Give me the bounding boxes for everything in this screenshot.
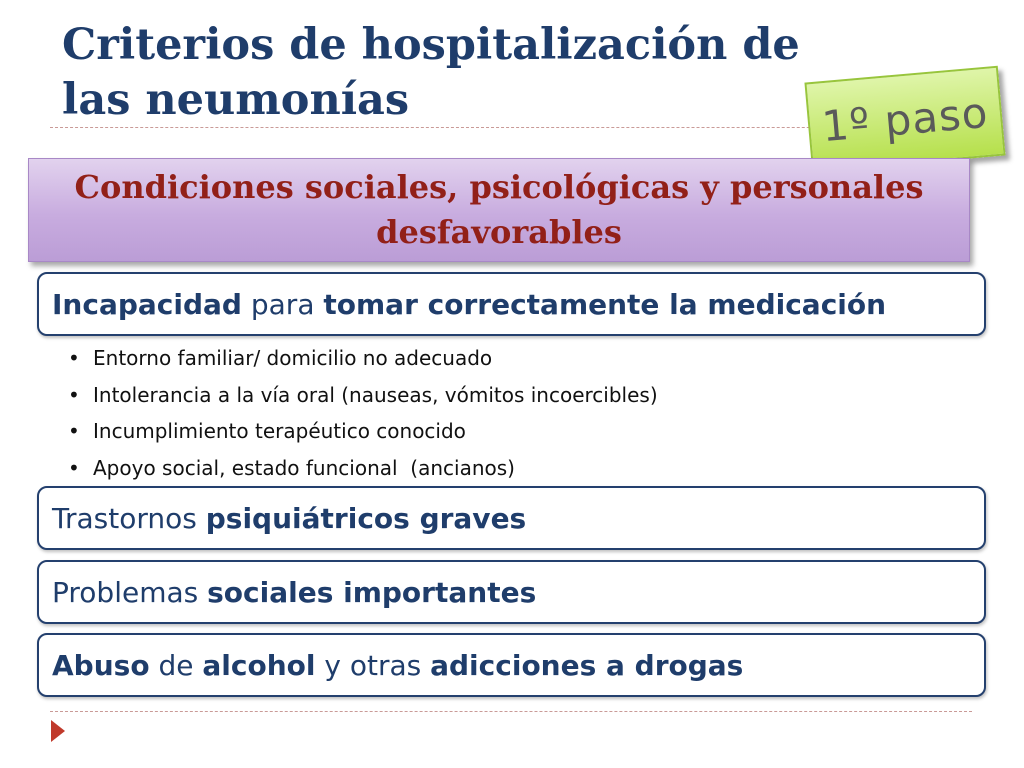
criterion-text: y otras [315, 648, 431, 682]
criterion-text: Problemas [52, 575, 208, 609]
step-badge-label: 1º paso [819, 87, 991, 151]
section-header-box [28, 158, 970, 262]
title-divider [50, 127, 910, 128]
bullet-item: • Apoyo social, estado funcional (ancianos) [68, 450, 658, 487]
slide-title-line-2: las neumonías [62, 75, 410, 125]
criterion-text: para [241, 287, 324, 321]
criterion-text: tomar correctamente la medicación [323, 287, 887, 321]
footer-divider [50, 711, 972, 712]
criterion-text: de [149, 648, 203, 682]
bullet-item: • Incumplimiento terapéutico conocido [68, 413, 658, 450]
criterion-text: sociales importantes [207, 575, 537, 609]
criterion-text: Trastornos [52, 501, 206, 535]
criterion-text: Incapacidad [52, 287, 242, 321]
section-header-text: Condiciones sociales, psicológicas y personales desfavorables [74, 168, 924, 251]
criterion-text: alcohol [202, 648, 316, 682]
slide-title-line-1: Criterios de hospitalización de [62, 20, 800, 70]
criterion-text: Abuso [52, 648, 150, 682]
play-arrow-icon [50, 719, 66, 743]
criterion-text: adicciones a drogas [430, 648, 744, 682]
step-badge [804, 66, 1005, 173]
criterion-text: psiquiátricos graves [205, 501, 527, 535]
criterion-box-medication [37, 272, 986, 336]
bullet-item: • Entorno familiar/ domicilio no adecuado [68, 340, 658, 377]
criterion-box-addictions [37, 633, 986, 697]
bullet-list [68, 340, 658, 486]
criterion-box-social [37, 560, 986, 624]
criterion-box-psychiatric [37, 486, 986, 550]
bullet-item: • Intolerancia a la vía oral (nauseas, vómitos incoercibles) [68, 377, 658, 414]
